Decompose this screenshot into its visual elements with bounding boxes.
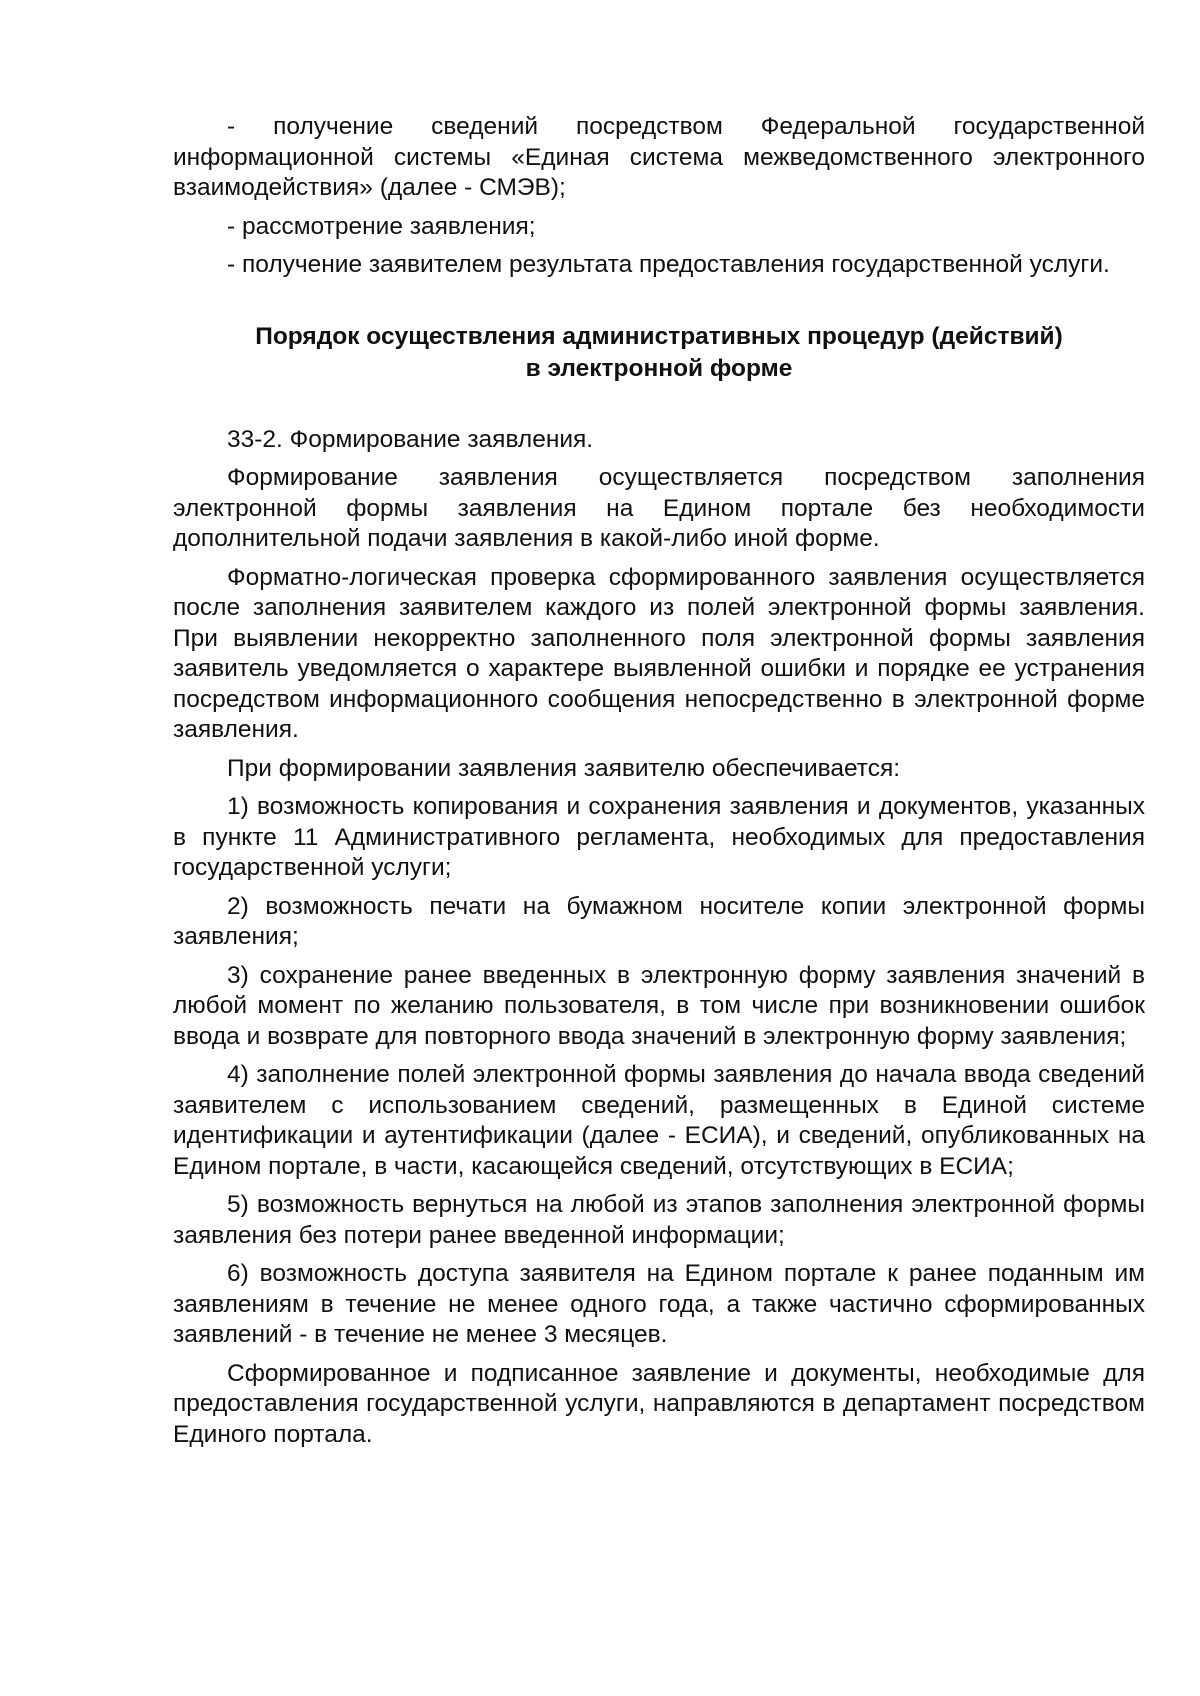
list-item: 2) возможность печати на бумажном носителе копии электронной формы заявления; [173, 892, 1145, 950]
section-heading [173, 321, 1145, 385]
list-item: 5) возможность вернуться на любой из этапов заполнения электронной формы заявления без потери ранее введенной информации; [173, 1191, 1145, 1249]
paragraph: Сформированное и подписанное заявление и документы, необходимые для предоставления государственной услуги, направляются в департамент посредством Единого портала. [173, 1359, 1145, 1448]
list-item: - получение заявителем результата предоставления государственной услуги. [227, 251, 1110, 278]
section-number-title: 33-2. Формирование заявления. [227, 425, 594, 453]
paragraph: При формировании заявления заявителю обеспечивается: [227, 754, 901, 782]
paragraph: Формирование заявления осуществляется посредством заполнения электронной формы заявления на Едином портале без необходимости дополнительной подачи заявления в какой-либо иной форме. [173, 464, 1145, 552]
list-item: - рассмотрение заявления; [227, 212, 536, 240]
paragraph: Форматно-логическая проверка сформированного заявления осуществляется после заполнения заявителем каждого из полей электронной формы заявления. При выявлении некорректно заполненного поля электронной формы заявления заявитель уведомляется о характере выявленной ошибки и порядке ее устранения посредством информационного сообщения непосредственно в электронной форме заявления. [173, 563, 1145, 743]
list-item: 3) сохранение ранее введенных в электронную форму заявления значений в любой момент по желанию пользователя, в том числе при возникновении ошибок ввода и возврате для повторного ввода значений в электронную форму заявления; [173, 961, 1145, 1050]
document-page [173, 112, 1145, 1458]
list-item: 6) возможность доступа заявителя на Едином портале к ранее поданным им заявлениям в течение не менее одного года, а также частично сформированных заявлений - в течение не менее 3 месяцев. [173, 1260, 1145, 1348]
list-item: 1) возможность копирования и сохранения заявления и документов, указанных в пункте 11 Административного регламента, необходимых для предоставления государственной услуги; [173, 793, 1145, 881]
list-item: 4) заполнение полей электронной формы заявления до начала ввода сведений заявителем с использованием сведений, размещенных в Единой системе идентификации и аутентификации (далее - ЕСИА), и сведений, опубликованных на Едином портале, в части, касающейся сведений, отсутствующих в ЕСИА; [173, 1061, 1145, 1180]
section-heading-line: Порядок осуществления административных процедур (действий) [255, 322, 1063, 350]
list-item: - получение сведений посредством Федеральной государственной информационной системы «Единая система межведомственного электронного взаимодействия» (далее - СМЭВ); [173, 113, 1145, 201]
section-heading-line: в электронной форме [525, 354, 793, 382]
